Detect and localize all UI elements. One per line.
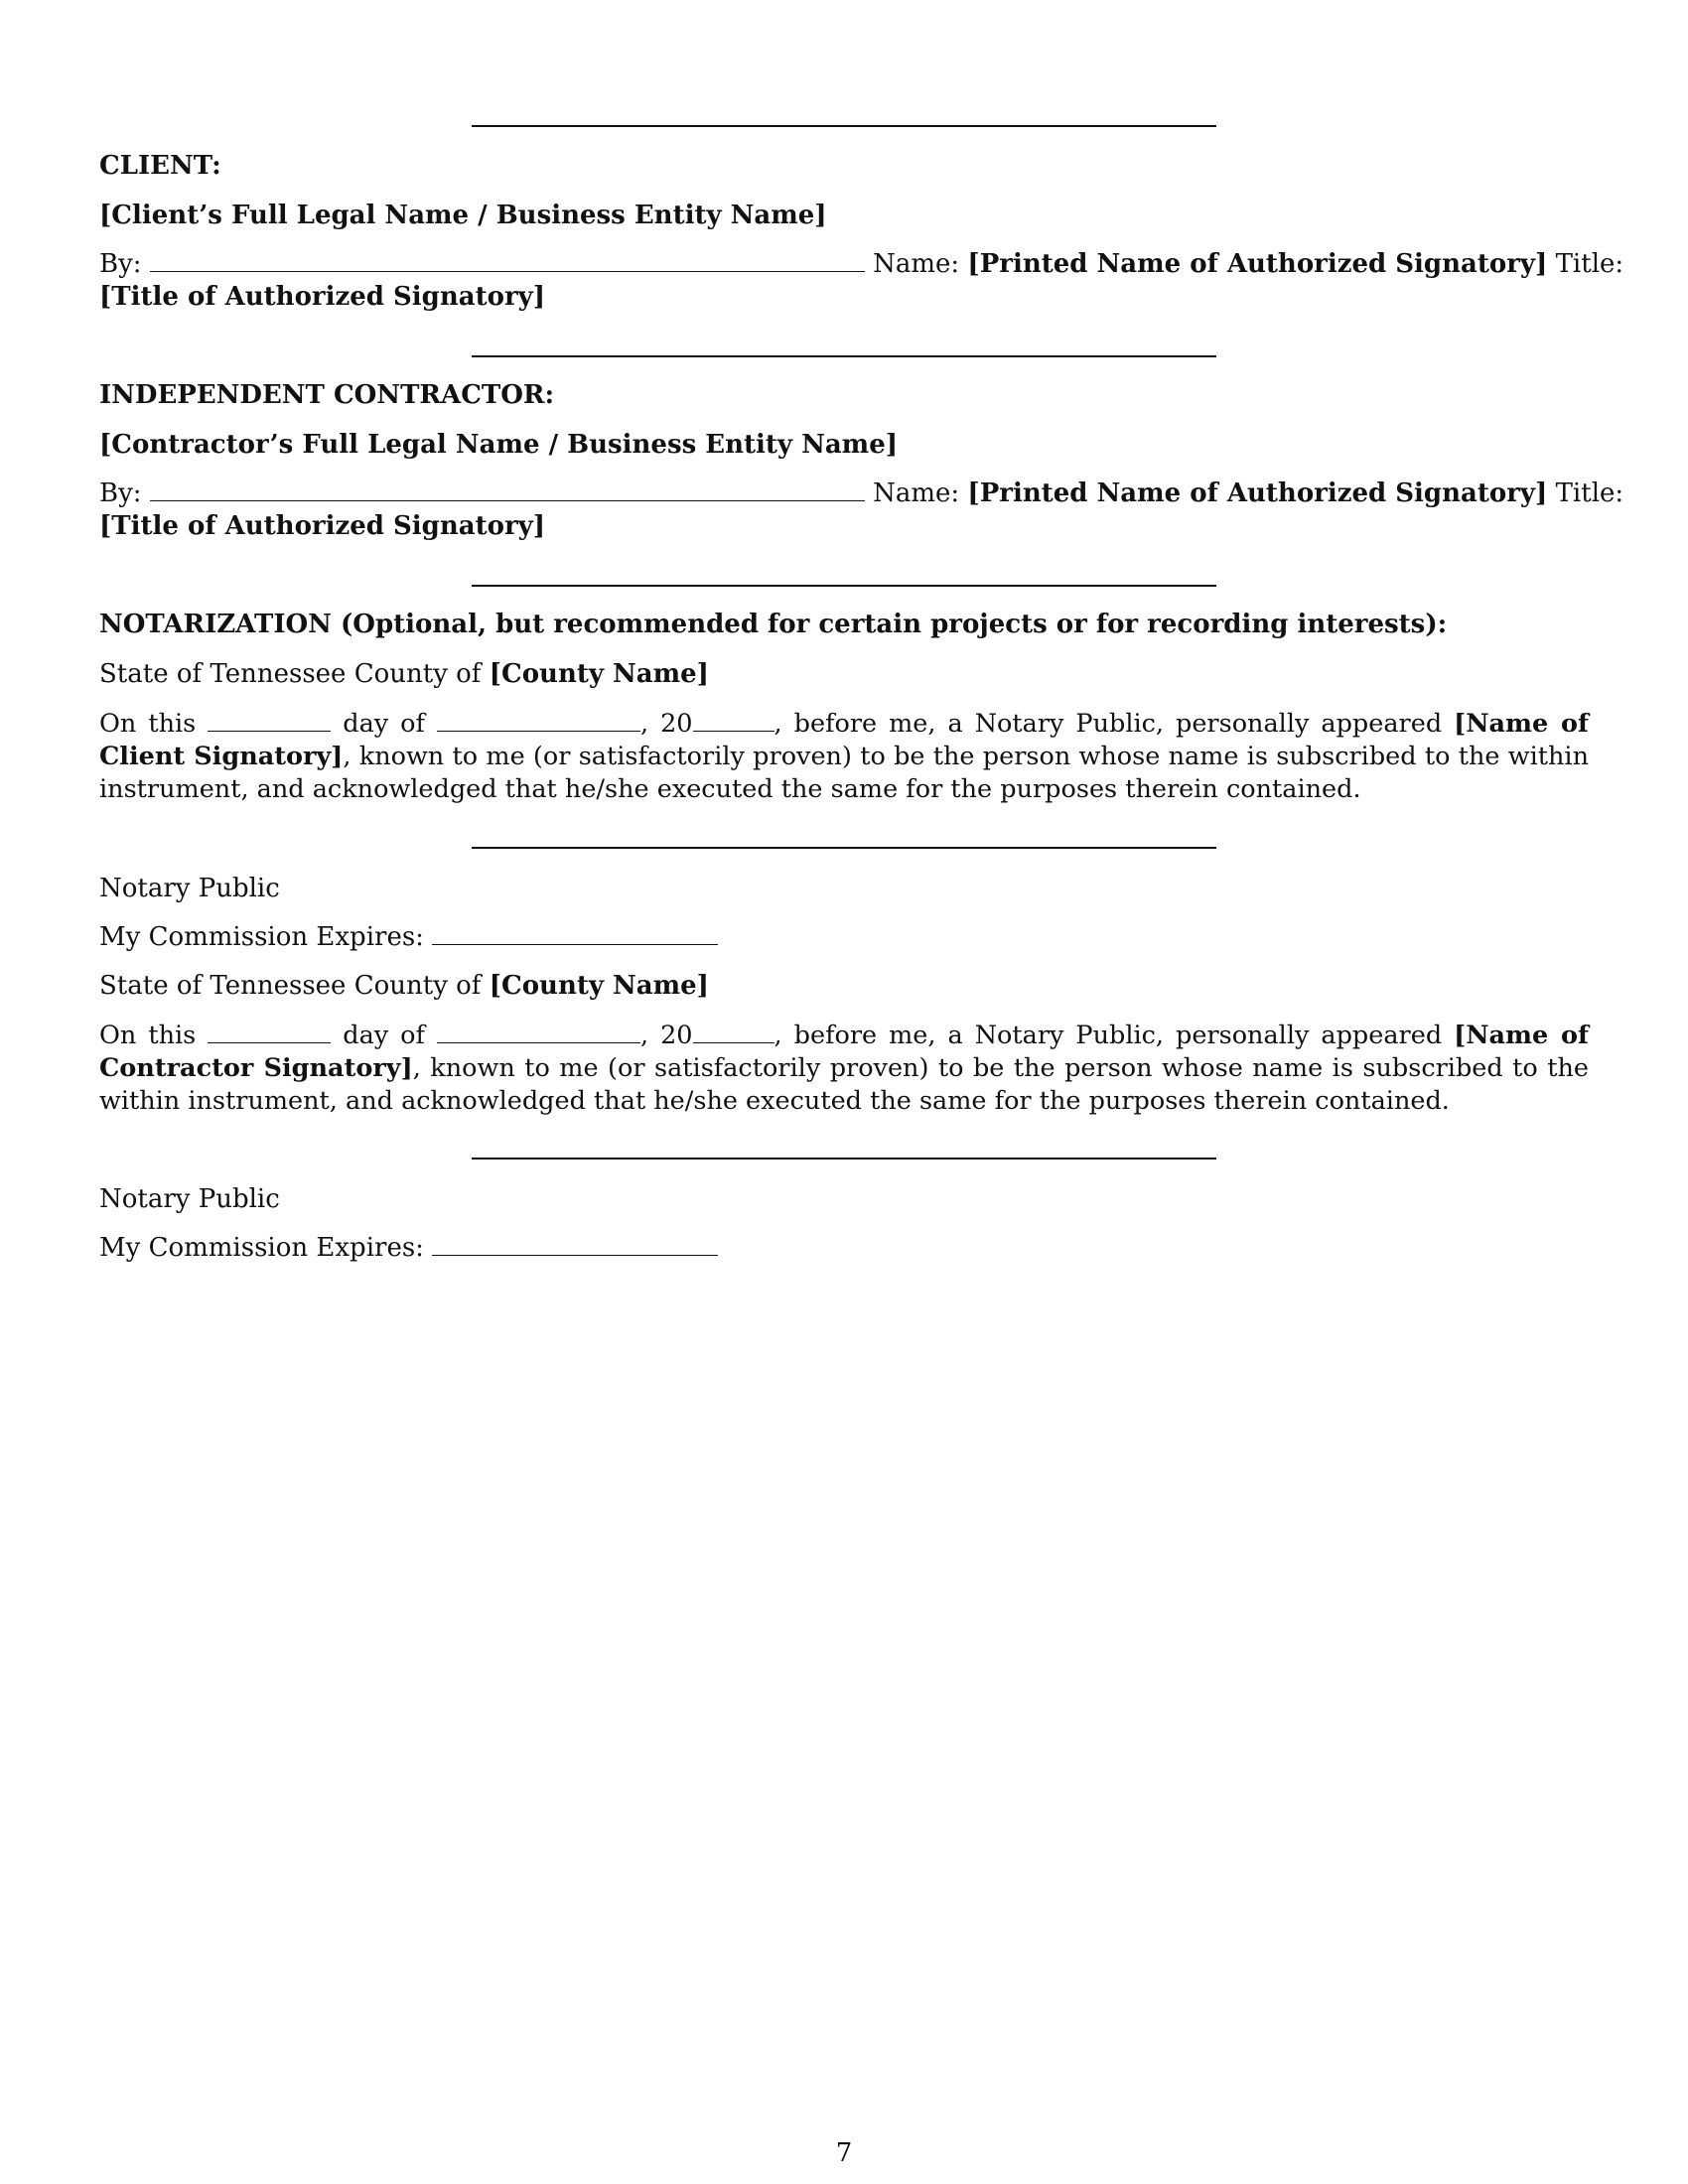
document-page	[99, 0, 1624, 2184]
signature-rule-notarization	[472, 585, 1216, 587]
notary2-state-county-prefix: State of Tennessee County of	[99, 971, 482, 1001]
signature-rule-top	[472, 125, 1216, 127]
notary2-public-label: Notary Public	[99, 1184, 280, 1214]
notary2-signatory: [Name of Contractor Signatory]	[99, 1021, 1589, 1083]
notary1-public-label: Notary Public	[99, 874, 280, 903]
notary1-before-me: , before me, a Notary Public, personally appeared	[774, 709, 1443, 739]
notary2-commission-row	[99, 1232, 718, 1265]
contractor-title-value: [Title of Authorized Signatory]	[99, 511, 546, 541]
notarization-heading: NOTARIZATION (Optional, but recommended for certain projects or for recording interests):	[99, 610, 1448, 639]
client-heading: CLIENT:	[99, 151, 221, 181]
notary1-rest: , known to me (or satisfactorily proven) to be the person whose name is subscribed to the within instrument, and acknowledged that he/she executed the same for the purposes therein contained.	[99, 742, 1589, 804]
contractor-name-label: Name:	[873, 478, 960, 508]
notary2-day-of: day of	[343, 1021, 425, 1050]
client-name-label: Name:	[873, 249, 960, 279]
notary1-day-blank[interactable]	[208, 709, 331, 732]
notary1-commission-label: My Commission Expires:	[99, 922, 424, 952]
notary2-rest: , known to me (or satisfactorily proven) to be the person whose name is subscribed to the within instrument, and acknowledged that he/she executed the same for the purposes therein contained.	[99, 1053, 1589, 1116]
notary2-state-county	[99, 970, 709, 1003]
page-number: 7	[835, 2138, 853, 2168]
notary2-before-me: , before me, a Notary Public, personally appeared	[774, 1021, 1443, 1050]
notary2-year-blank[interactable]	[693, 1021, 774, 1043]
notary1-month-blank[interactable]	[437, 709, 640, 732]
signature-rule-contractor	[472, 355, 1216, 357]
notary1-state-county-prefix: State of Tennessee County of	[99, 659, 482, 689]
contractor-signature-line[interactable]	[150, 478, 865, 501]
client-signature-line[interactable]	[150, 249, 865, 272]
client-title-value: [Title of Authorized Signatory]	[99, 282, 546, 312]
client-by-label: By:	[99, 249, 142, 279]
notary1-year-blank[interactable]	[693, 709, 774, 732]
notary1-commission-blank[interactable]	[432, 922, 718, 945]
notary2-month-blank[interactable]	[437, 1021, 640, 1043]
notary2-commission-label: My Commission Expires:	[99, 1233, 424, 1263]
notary1-acknowledgment	[99, 708, 1589, 806]
client-name-placeholder	[99, 200, 827, 232]
notary1-day-of: day of	[343, 709, 425, 739]
client-printed-name: [Printed Name of Authorized Signatory]	[967, 249, 1548, 279]
contractor-printed-name: [Printed Name of Authorized Signatory]	[967, 478, 1548, 508]
notary2-acknowledgment	[99, 1020, 1589, 1118]
notary2-commission-blank[interactable]	[432, 1233, 718, 1256]
contractor-name-placeholder	[99, 429, 898, 462]
contractor-heading: INDEPENDENT CONTRACTOR:	[99, 380, 555, 410]
notary1-signatory: [Name of Client Signatory]	[99, 709, 1589, 771]
contractor-name-text: [Contractor’s Full Legal Name / Business Entity Name]	[99, 430, 899, 460]
notary1-signature-rule	[472, 847, 1216, 849]
notary1-year-prefix: , 20	[639, 709, 693, 739]
notary1-commission-row	[99, 921, 718, 954]
notary2-year-prefix: , 20	[639, 1021, 693, 1050]
notary2-county: [County Name]	[489, 971, 709, 1001]
contractor-signature-row	[99, 478, 1624, 510]
notary2-on-this: On this	[99, 1021, 197, 1050]
client-title-label: Title:	[1555, 249, 1624, 279]
contractor-title-label: Title:	[1555, 478, 1624, 508]
notary2-signature-rule	[472, 1158, 1216, 1160]
client-name-text: [Client’s Full Legal Name / Business Entity Name]	[99, 201, 827, 230]
notary1-state-county	[99, 658, 709, 691]
notary1-county: [County Name]	[489, 659, 709, 689]
notary2-day-blank[interactable]	[208, 1021, 331, 1043]
notary1-on-this: On this	[99, 709, 197, 739]
contractor-by-label: By:	[99, 478, 142, 508]
client-signature-row	[99, 248, 1624, 281]
